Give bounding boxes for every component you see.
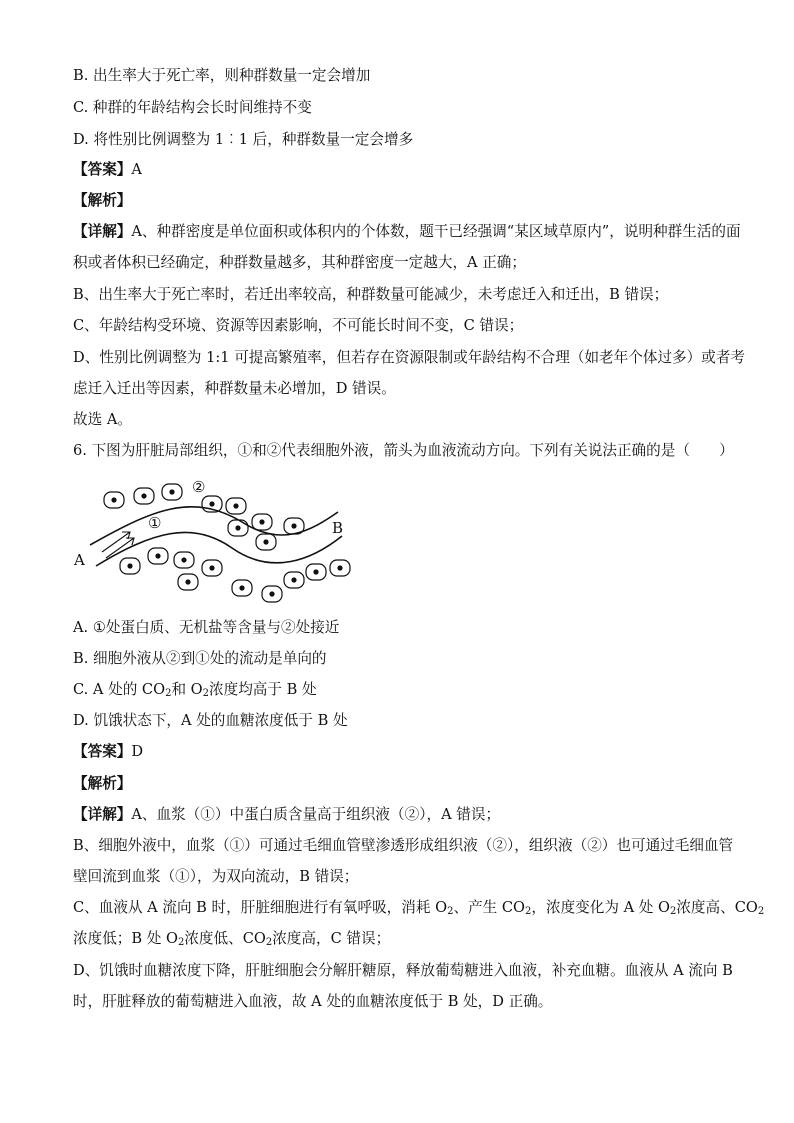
subscript: 2 (447, 906, 454, 917)
text: 浓度高，C 错误； (272, 930, 391, 947)
q6-analysis-tag (73, 774, 131, 794)
hepatocyte (178, 574, 198, 590)
q6-detail-b1: B、细胞外液中，血浆（①）可通过毛细血管壁渗透形成组织液（②），组织液（②）也可通过毛细血管 (73, 837, 734, 854)
hepatocyte (262, 586, 282, 602)
hepatocyte (162, 484, 182, 500)
subscript: 2 (669, 906, 677, 917)
label-b: B (332, 519, 344, 537)
q5-option-c: C. 种群的年龄结构会长时间维持不变 (73, 99, 312, 116)
hepatocyte (284, 572, 304, 588)
q6-answer (73, 742, 143, 762)
detail-tag: 【详解】 (73, 806, 132, 823)
subscript: 2 (177, 937, 185, 948)
q6-option-d: D. 饥饿状态下，A 处的血糖浓度低于 B 处 (73, 712, 348, 729)
answer-value: D (131, 743, 144, 760)
subscript: 2 (165, 688, 172, 699)
q5-option-b: B. 出生率大于死亡率，则种群数量一定会增加 (73, 67, 371, 84)
detail-tag: 【详解】 (73, 223, 132, 240)
q6-stem: 6. 下图为肝脏局部组织，①和②代表细胞外液，箭头为血液流动方向。下列有关说法正确的是（ ） (73, 442, 734, 459)
label-a: A (74, 551, 85, 569)
subscript: 2 (265, 937, 273, 948)
q5-analysis-tag (73, 191, 131, 211)
text: 浓度高、CO (676, 899, 758, 916)
subscript: 2 (757, 906, 765, 917)
hepatocyte (256, 534, 276, 550)
hepatocyte (232, 580, 252, 596)
answer-tag: 【答案】 (73, 743, 132, 760)
q6-option-a: A. ①处蛋白质、无机盐等含量与②处接近 (73, 619, 340, 636)
q5-detail-a2: 积或者体积已经确定，种群数量越多，其种群密度一定越大，A 正确； (73, 254, 526, 271)
hepatocyte (148, 548, 168, 564)
detail-text: A、血浆（①）中蛋白质含量高于组织液（②），A 错误； (131, 806, 501, 823)
hepatocyte (134, 488, 154, 504)
q6-option-c (73, 680, 317, 700)
text: 浓度低；B 处 O (73, 930, 178, 947)
hepatocyte (306, 564, 326, 580)
hepatocyte (174, 552, 194, 568)
analysis-tag: 【解析】 (73, 775, 132, 792)
liver-tissue-diagram (72, 470, 362, 610)
hepatocyte (104, 492, 124, 508)
answer-tag: 【答案】 (73, 161, 132, 178)
q6-detail-c1 (73, 898, 764, 918)
q5-detail-a1 (73, 222, 741, 242)
answer-value: A (131, 161, 142, 178)
analysis-tag: 【解析】 (73, 192, 132, 209)
q6-detail-a (73, 805, 500, 825)
q6-detail-b2: 壁回流到血浆（①），为双向流动，B 错误； (73, 868, 359, 885)
q5-detail-d1: D、性别比例调整为 1:1 可提高繁殖率，但若存在资源限制或年龄结构不合理（如老年个体过多）或者考 (73, 349, 746, 366)
hepatocyte (330, 560, 350, 576)
text: 浓度均高于 B 处 (209, 681, 317, 698)
hepatocyte (252, 514, 272, 530)
label-2: ② (192, 478, 206, 496)
q6-detail-c2 (73, 929, 390, 949)
q5-detail-b: B、出生率大于死亡率时，若迁出率较高，种群数量可能减少，未考虑迁入和迁出，B 错误； (73, 286, 669, 303)
q5-option-d: D. 将性别比例调整为 1︰1 后，种群数量一定会增多 (73, 131, 414, 148)
q6-detail-d1: D、饥饿时血糖浓度下降，肝脏细胞会分解肝糖原，释放葡萄糖进入血液，补充血糖。血液从 A 流向 B (73, 962, 733, 979)
text: 和 O (171, 681, 203, 698)
hepatocyte (202, 560, 222, 576)
text: C、血液从 A 流向 B 时，肝脏细胞进行有氧呼吸，消耗 O (73, 899, 448, 916)
hepatocyte (228, 520, 248, 536)
label-1: ① (148, 514, 162, 532)
liver-tissue-figure (72, 470, 362, 610)
q5-answer (73, 160, 142, 180)
q6-option-b: B. 细胞外液从②到①处的流动是单向的 (73, 650, 327, 667)
text: 、产生 CO (453, 899, 525, 916)
subscript: 2 (202, 688, 210, 699)
text: C. A 处的 CO (73, 681, 166, 698)
hepatocyte (226, 498, 246, 514)
q6-detail-d2: 时，肝脏释放的葡萄糖进入血液，故 A 处的血糖浓度低于 B 处，D 正确。 (73, 993, 553, 1010)
q5-detail-d2: 虑迁入迁出等因素，种群数量未必增加，D 错误。 (73, 380, 396, 397)
detail-text: A、种群密度是单位面积或体积内的个体数，题干已经强调“某区域草原内”，说明种群生活的面 (131, 223, 741, 240)
subscript: 2 (525, 906, 532, 917)
q5-detail-c: C、年龄结构受环境、资源等因素影响，不可能长时间不变，C 错误； (73, 317, 524, 334)
hepatocyte (120, 558, 140, 574)
text: ，浓度变化为 A 处 O (531, 899, 670, 916)
text: 浓度低、CO (184, 930, 266, 947)
q5-conclusion: 故选 A。 (73, 411, 132, 428)
